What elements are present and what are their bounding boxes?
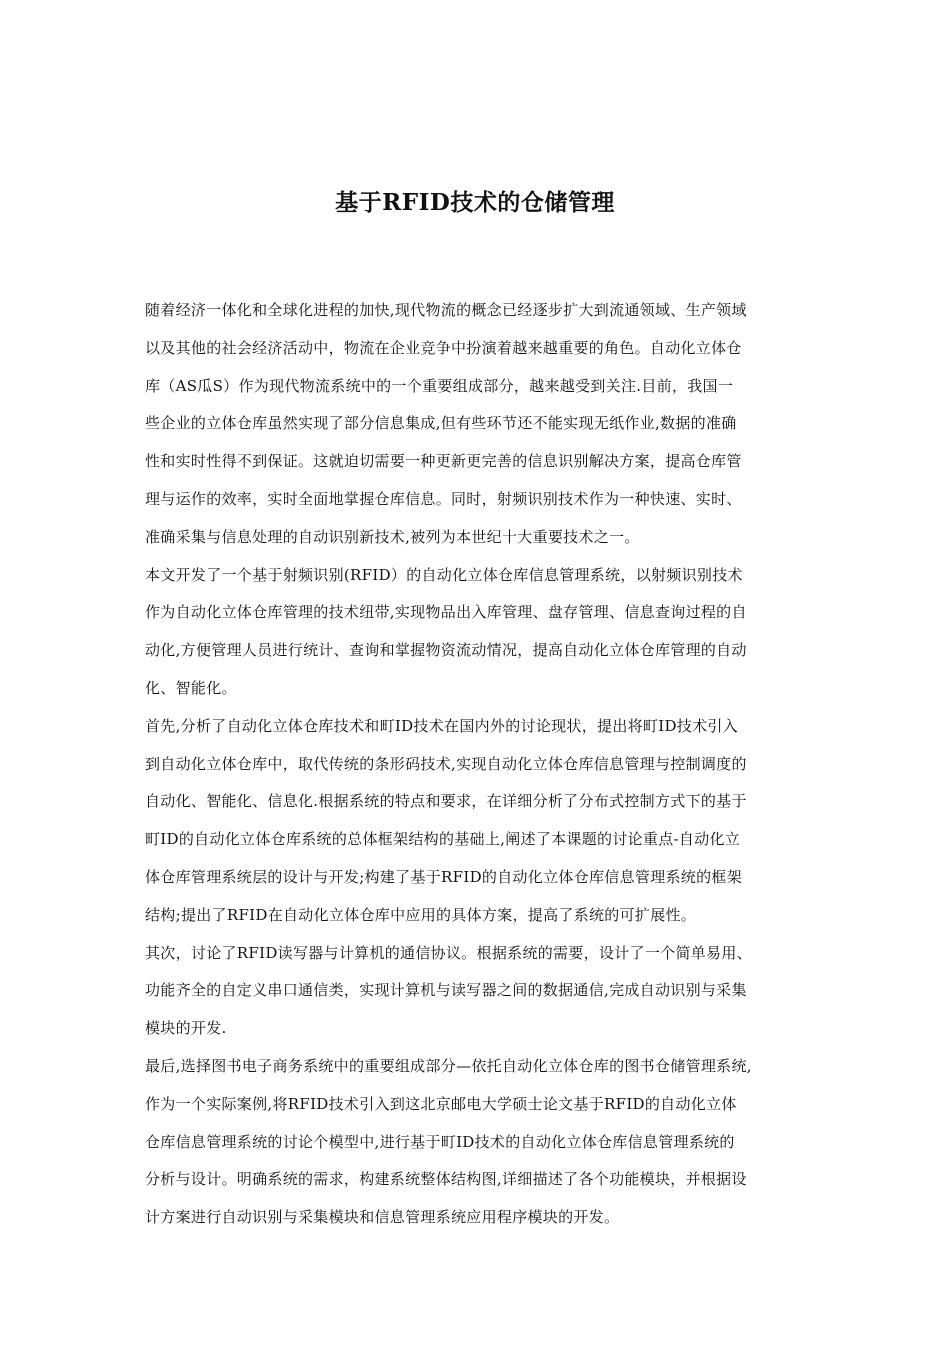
body-line: 作为自动化立体仓库管理的技术纽带,实现物品出入库管理、盘存管理、信息查询过程的自 — [145, 603, 747, 622]
body-line: 性和实时性得不到保证。这就迫切需要一种更新更完善的信息识别解决方案，提高仓库管 — [145, 452, 742, 471]
body-line: 町ID的自动化立体仓库系统的总体框架结构的基础上,阐述了本课题的讨论重点-自动化立 — [145, 830, 741, 849]
body-line: 首先,分析了自动化立体仓库技术和町ID技术在国内外的讨论现状，提出将町ID技术引入 — [145, 716, 738, 735]
document-body — [145, 292, 810, 1237]
body-line: 本文开发了一个基于射频识别(RFID）的自动化立体仓库信息管理系统，以射频识别技术 — [145, 565, 743, 584]
body-line: 以及其他的社会经济活动中，物流在企业竞争中扮演着越来越重要的角色。自动化立体仓 — [145, 338, 742, 357]
body-line: 作为一个实际案例,将RFID技术引入到这北京邮电大学硕士论文基于RFID的自动化立体 — [145, 1094, 737, 1113]
body-line: 模块的开发. — [145, 1019, 227, 1038]
body-line: 分析与设计。明确系统的需求，构建系统整体结构图,详细描述了各个功能模块，并根据设 — [145, 1170, 747, 1189]
body-line: 库（AS瓜S）作为现代物流系统中的一个重要组成部分，越来越受到关注.目前，我国一 — [145, 376, 734, 395]
body-line: 自动化、智能化、信息化.根据系统的特点和要求，在详细分析了分布式控制方式下的基于 — [145, 792, 747, 811]
body-line: 动化,方便管理人员进行统计、查询和掌握物资流动情况，提高自动化立体仓库管理的自动 — [145, 641, 747, 660]
body-line: 计方案进行自动识别与采集模块和信息管理系统应用程序模块的开发。 — [145, 1208, 620, 1227]
body-line: 化、智能化。 — [145, 678, 237, 697]
body-line: 最后,选择图书电子商务系统中的重要组成部分—依托自动化立体仓库的图书仓储管理系统, — [145, 1056, 752, 1075]
body-line: 到自动化立体仓库中，取代传统的条形码技术,实现自动化立体仓库信息管理与控制调度的 — [145, 754, 747, 773]
body-line: 仓库信息管理系统的讨论个模型中,进行基于町ID技术的自动化立体仓库信息管理系统的 — [145, 1132, 735, 1151]
body-line: 功能齐全的自定义串口通信类，实现计算机与读写器之间的数据通信,完成自动识别与采集 — [145, 981, 747, 1000]
body-line: 体仓库管理系统层的设计与开发;构建了基于RFID的自动化立体仓库信息管理系统的框架 — [145, 867, 743, 886]
document-title: 基于RFID技术的仓储管理 — [335, 189, 615, 216]
body-line: 准确采集与信息处理的自动识别新技术,被列为本世纪十大重要技术之一。 — [145, 527, 640, 546]
body-line: 结构;提出了RFID在自动化立体仓库中应用的具体方案，提高了系统的可扩展性。 — [145, 905, 697, 924]
body-line: 理与运作的效率，实时全面地掌握仓库信息。同时，射频识别技术作为一种快速、实时、 — [145, 489, 742, 508]
body-line: 些企业的立体仓库虽然实现了部分信息集成,但有些环节还不能实现无纸作业,数据的准确 — [145, 414, 737, 433]
body-line: 其次，讨论了RFID读写器与计算机的通信协议。根据系统的需要，设计了一个简单易用、 — [145, 943, 752, 962]
body-line: 随着经济一体化和全球化进程的加快,现代物流的概念已经逐步扩大到流通领域、生产领域 — [145, 301, 747, 319]
